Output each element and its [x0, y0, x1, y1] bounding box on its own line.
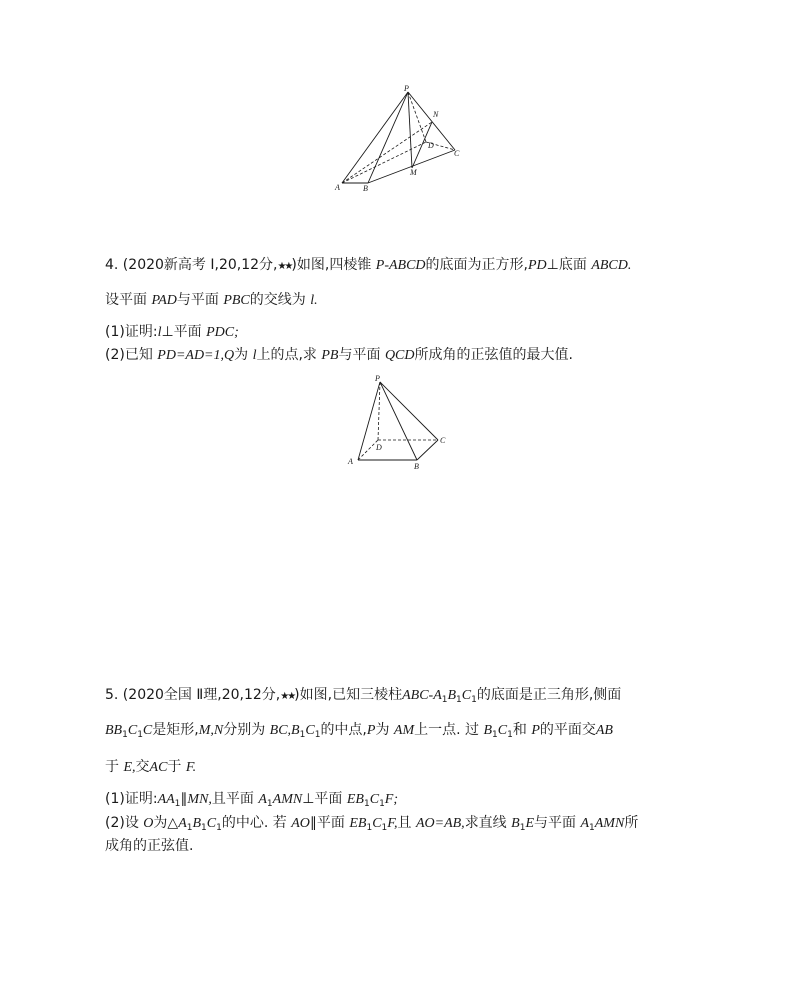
edge-pb [380, 382, 417, 460]
q5-line-3: 于 E,交AC于 F. [105, 759, 197, 775]
q5-source: 2020全国 Ⅱ理,20,12分, [128, 687, 281, 703]
q5-line-2: $BB_1C_1C$是矩形,M,N分别为 $BC,B_1C_1$的中点,P为 AM上一点. 过 $B_1C_1$和 P的平面交AB [105, 722, 613, 740]
figure-solid-pabcd-mn [330, 84, 470, 196]
q5-line-1: 5. (2020全国 Ⅱ理,20,12分,★★)如图,已知三棱柱ABC-$A_1B_1C_1$的底面是正三角形,侧面 [105, 687, 622, 705]
label-m: M [410, 168, 417, 177]
label-c: C [454, 149, 460, 158]
label-b: B [363, 184, 368, 193]
label-d: D [428, 141, 434, 150]
label-n: N [433, 110, 439, 119]
edge-pb [368, 92, 408, 183]
difficulty-stars-icon: ★★ [280, 691, 295, 702]
q4-source: 2020新高考 Ⅰ,20,12分, [128, 257, 278, 273]
edge-bc [417, 440, 438, 460]
figure-2-svg [344, 372, 456, 472]
label-c: C [440, 436, 446, 445]
label-p: P [404, 84, 409, 93]
q4-part-2: (2)已知 PD=AD=1,Q为 l上的点,求 PB与平面 QCD所成角的正弦值的最大值. [105, 347, 573, 363]
q4-part-1: (1)证明:l⊥平面 PDC; [105, 324, 239, 340]
q5-part-2-cont: 成角的正弦值. [105, 838, 194, 854]
edge-pd-hidden [378, 382, 380, 440]
edge-pm [408, 92, 412, 168]
label-a: A [348, 457, 353, 466]
edge-pa [342, 92, 408, 183]
q5-part-2: (2)设 O为$\triangle A_1B_1C_1$的中心. 若 AO∥平面 $EB_1C_1F$,且 AO=AB,求直线 $B_1E$与平面 $A_1AMN$所 [105, 815, 639, 833]
label-d: D [376, 443, 382, 452]
q4-line-1: 4. (2020新高考 Ⅰ,20,12分,★★)如图,四棱锥 P-ABCD的底面为正方形,PD⊥底面 ABCD. [105, 257, 632, 273]
edge-pd-hidden [408, 92, 426, 142]
edge-pc [380, 382, 438, 440]
q5-part-1: (1)证明$:AA_1\parallel MN$,且平面 $A_1AMN\perp$平面 $EB_1C_1F$; [105, 791, 399, 809]
label-b: B [414, 462, 419, 471]
label-p: P [375, 374, 380, 383]
q4-line-2: 设平面 PAD与平面 PBC的交线为 l. [105, 292, 318, 308]
difficulty-stars-icon: ★★ [277, 261, 292, 272]
figure-1-svg [330, 84, 470, 196]
figure-pyramid-pabcd [344, 372, 456, 472]
label-a: A [335, 183, 340, 192]
